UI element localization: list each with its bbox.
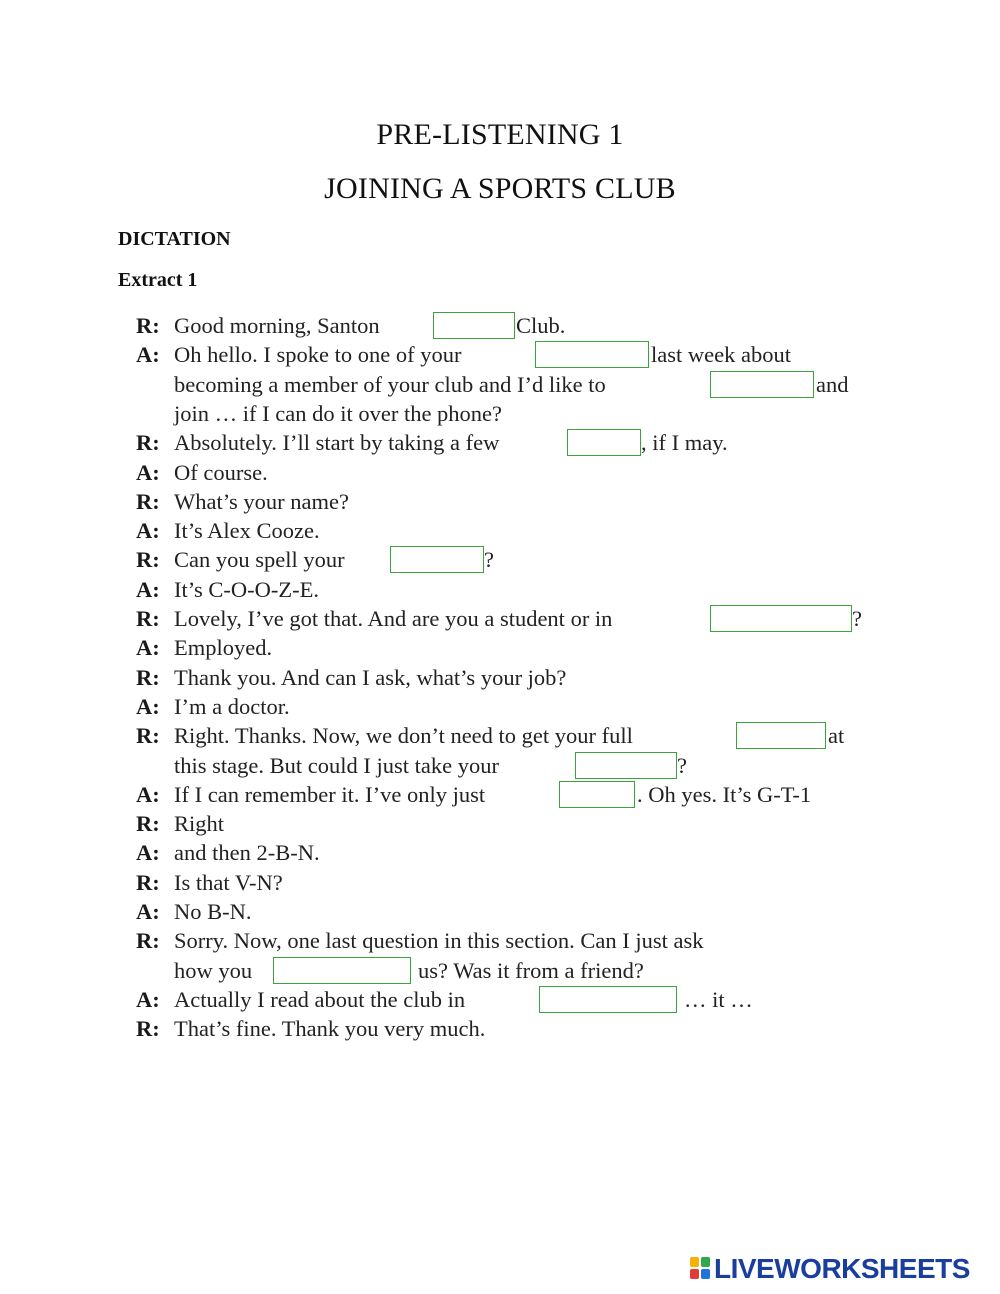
speaker-label: A: bbox=[136, 342, 160, 368]
answer-blank-input[interactable] bbox=[710, 371, 814, 398]
speaker-label: R: bbox=[136, 606, 160, 631]
dialogue-text: becoming a member of your club and I’d like to bbox=[174, 371, 606, 397]
dialogue-text: and then 2-B-N. bbox=[174, 840, 320, 866]
title-line-1: PRE-LISTENING 1 bbox=[376, 118, 624, 151]
speaker-label: R: bbox=[136, 928, 160, 954]
speaker-label: R: bbox=[136, 723, 160, 749]
answer-blank-input[interactable] bbox=[559, 781, 635, 808]
speaker-label: R: bbox=[136, 547, 160, 573]
speaker-label: R: bbox=[136, 811, 160, 837]
speaker-label: A: bbox=[136, 693, 160, 719]
dialogue-text: Lovely, I’ve got that. And are you a student or in bbox=[174, 606, 613, 631]
answer-blank-input[interactable] bbox=[567, 429, 641, 456]
dialogue-text: Absolutely. I’ll start by taking a few bbox=[174, 430, 500, 456]
speaker-label: A: bbox=[136, 899, 160, 924]
dialogue-text: Right. Thanks. Now, we don’t need to get your full bbox=[174, 723, 633, 749]
title-line-2: JOINING A SPORTS CLUB bbox=[324, 172, 676, 205]
answer-blank-input[interactable] bbox=[273, 957, 411, 984]
section-heading: DICTATION bbox=[118, 228, 231, 250]
speaker-label: R: bbox=[136, 313, 160, 338]
dialogue-text: Sorry. Now, one last question in this section. Can I just ask bbox=[174, 928, 704, 954]
dialogue-text-continued: Club. bbox=[516, 313, 566, 338]
speaker-label: R: bbox=[136, 1016, 160, 1042]
dialogue-text-continued: at bbox=[828, 723, 845, 749]
speaker-label: R: bbox=[136, 664, 160, 690]
liveworksheets-logo-icon bbox=[690, 1257, 712, 1281]
answer-blank-input[interactable] bbox=[390, 546, 484, 573]
speaker-label: A: bbox=[136, 635, 160, 661]
answer-blank-input[interactable] bbox=[575, 752, 677, 779]
speaker-label: R: bbox=[136, 488, 160, 514]
dialogue-text-continued: . Oh yes. It’s G-T-1 bbox=[637, 781, 812, 807]
dialogue-text-continued: ? bbox=[677, 752, 687, 778]
answer-blank-input[interactable] bbox=[535, 341, 649, 368]
dialogue-text: If I can remember it. I’ve only just bbox=[174, 781, 486, 807]
dialogue-text: Good morning, Santon bbox=[174, 313, 380, 338]
dialogue-text: Right bbox=[174, 811, 225, 837]
answer-field[interactable] bbox=[391, 553, 483, 578]
dialogue-text-continued: us? Was it from a friend? bbox=[418, 957, 644, 983]
dialogue-text: Of course. bbox=[174, 459, 268, 485]
speaker-label: A: bbox=[136, 459, 160, 485]
dialogue-text: What’s your name? bbox=[174, 488, 349, 514]
dialogue-text: No B-N. bbox=[174, 899, 252, 924]
answer-field[interactable] bbox=[540, 992, 676, 1017]
dialogue-text: It’s C-O-O-Z-E. bbox=[174, 576, 319, 602]
speaker-label: R: bbox=[136, 430, 160, 456]
liveworksheets-logo bbox=[690, 1252, 970, 1286]
dialogue-text: Oh hello. I spoke to one of your bbox=[174, 342, 462, 368]
dialogue-text-continued: ? bbox=[852, 606, 862, 631]
dialogue-text: this stage. But could I just take your bbox=[174, 752, 499, 778]
dialogue-text: how you bbox=[174, 957, 253, 983]
speaker-label: A: bbox=[136, 518, 160, 544]
dialogue-text: Actually I read about the club in bbox=[174, 986, 466, 1012]
dialogue-text: It’s Alex Cooze. bbox=[174, 518, 320, 544]
answer-field[interactable] bbox=[560, 787, 634, 812]
sub-heading: Extract 1 bbox=[118, 269, 198, 291]
answer-field[interactable] bbox=[711, 377, 813, 402]
dialogue-text: Employed. bbox=[174, 635, 273, 661]
answer-field[interactable] bbox=[711, 612, 851, 637]
dialogue-text: I’m a doctor. bbox=[174, 693, 290, 719]
answer-blank-input[interactable] bbox=[710, 605, 852, 632]
speaker-label: A: bbox=[136, 781, 160, 807]
speaker-label: A: bbox=[136, 986, 160, 1012]
dialogue-text-continued: and bbox=[816, 371, 849, 397]
dialogue-text-continued: , if I may. bbox=[641, 430, 728, 456]
dialogue-text: join … if I can do it over the phone? bbox=[174, 400, 503, 426]
dialogue-text-continued: ? bbox=[484, 547, 494, 573]
answer-blank-input[interactable] bbox=[539, 986, 677, 1013]
speaker-label: A: bbox=[136, 840, 160, 866]
dialogue-text: That’s fine. Thank you very much. bbox=[174, 1016, 486, 1042]
answer-blank-input[interactable] bbox=[433, 312, 515, 339]
answer-field[interactable] bbox=[568, 436, 640, 461]
answer-blank-input[interactable] bbox=[736, 722, 826, 749]
dialogue-text: Can you spell your bbox=[174, 547, 345, 573]
dialogue-text: Is that V-N? bbox=[174, 869, 283, 895]
dialogue-text-continued: … it … bbox=[684, 986, 753, 1012]
answer-field[interactable] bbox=[737, 729, 825, 754]
dialogue-text: Thank you. And can I ask, what’s your job? bbox=[174, 664, 567, 690]
logo-text: LIVEWORKSHEETS bbox=[714, 1253, 970, 1284]
speaker-label: A: bbox=[136, 576, 160, 602]
dialogue-text-continued: last week about bbox=[651, 342, 791, 368]
speaker-label: R: bbox=[136, 869, 160, 895]
